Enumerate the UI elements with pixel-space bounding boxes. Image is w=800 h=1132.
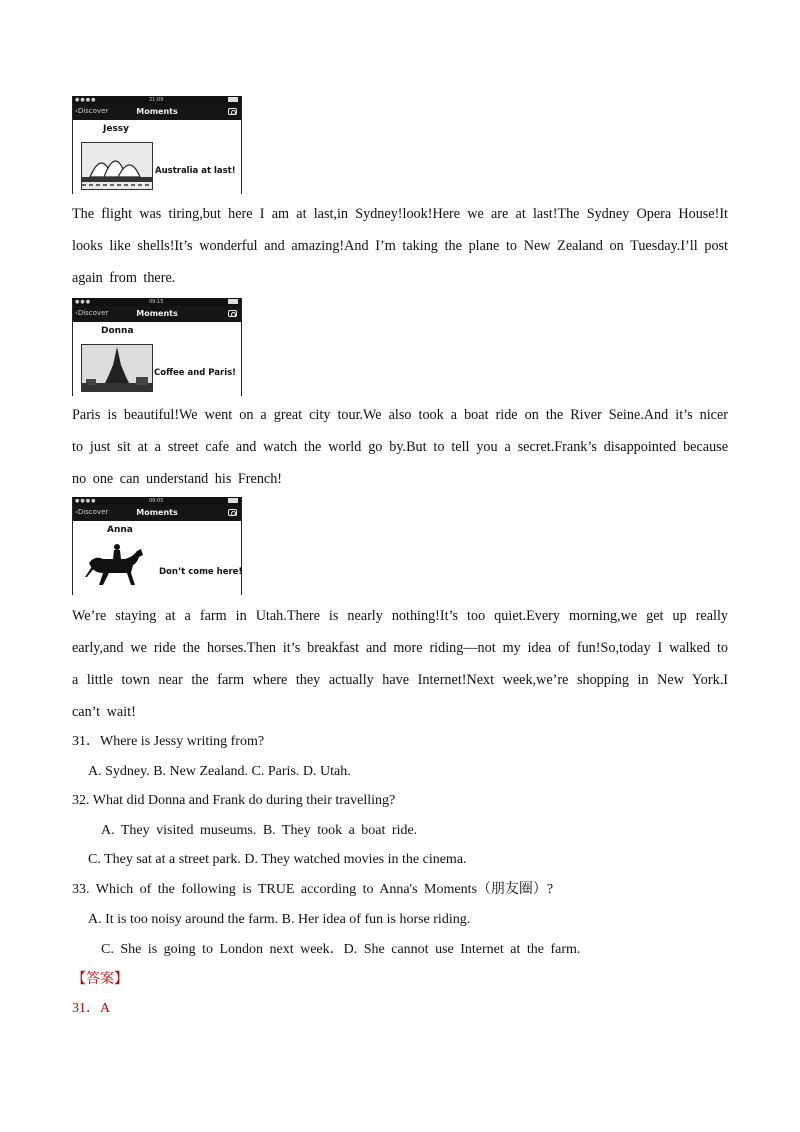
answer-31: 31．A [72,1001,111,1016]
post-caption: Coffee and Paris! [154,368,237,378]
poster-name: Donna [101,326,134,336]
back-button[interactable]: ‹Discover [75,107,109,115]
status-clock: 09:15 [149,299,164,305]
camera-icon[interactable] [228,509,237,516]
battery-icon [228,498,238,503]
battery-icon [228,299,238,304]
back-button[interactable]: ‹Discover [75,508,109,516]
status-bar [73,298,241,306]
moments-nav-bar [73,104,241,120]
poster-name: Jessy [103,124,130,134]
question-33-options-line1: A. It is too noisy around the farm. B. Her idea of fun is horse riding. [88,912,471,927]
camera-icon[interactable] [228,310,237,317]
status-clock: 21:09 [149,97,164,103]
eiffel-tower-icon [81,344,153,392]
post-body [73,322,241,396]
question-33-stem: 33. Which of the following is TRUE according to Anna's Moments（朋友圈）? [72,882,554,897]
question-31-stem: 31．Where is Jessy writing from? [72,734,265,749]
back-label: Discover [77,309,109,317]
nav-title: Moments [136,508,178,517]
post-caption: Don’t come here! [159,567,243,577]
signal-icon: ●●●● [75,97,97,103]
question-32-options-line1: A. They visited museums. B. They took a boat ride. [101,823,418,838]
signal-icon: ●●● [75,299,92,305]
answer-heading: 【答案】 [72,972,128,987]
nav-title: Moments [136,309,178,318]
post-text-donna: Paris is beautiful!We went on a great city tour.We also took a boat ride on the River Seine.And it’s nicer to just sit at a street cafe and watch the world go by.But to tell you a secret.Frank’s disappointed because no one can understand his French! [72,407,728,487]
post-caption: Australia at last! [155,166,236,176]
nav-title: Moments [136,107,178,116]
battery-icon [228,97,238,102]
moments-screenshot-jessy [72,96,242,194]
question-33-options-line2: C. She is going to London next week．D. She cannot use Internet at the farm. [101,942,581,957]
moments-nav-bar [73,505,241,521]
post-body [73,521,241,595]
question-31-options: A. Sydney. B. New Zealand. C. Paris. D. Utah. [88,764,351,779]
status-bar [73,96,241,104]
back-button[interactable]: ‹Discover [75,309,109,317]
camera-icon[interactable] [228,108,237,115]
post-text-jessy: The flight was tiring,but here I am at last,in Sydney!look!Here we are at last!The Sydney Opera House!It looks like shells!It’s wonderful and amazing!And I’m taking the plane to New Zealand on Tuesday.I’ll post again from there. [72,206,728,286]
back-label: Discover [77,107,109,115]
horse-rider-icon [81,543,151,589]
poster-name: Anna [107,525,133,535]
post-body [73,120,241,194]
signal-icon: ●●●● [75,498,97,504]
question-32-stem: 32. What did Donna and Frank do during their travelling? [72,793,396,808]
moments-nav-bar [73,306,241,322]
moments-screenshot-donna [72,298,242,396]
status-bar [73,497,241,505]
sydney-opera-house-icon [81,142,153,190]
moments-screenshot-anna [72,497,242,595]
status-clock: 09:05 [149,498,164,504]
post-text-anna: We’re staying at a farm in Utah.There is nearly nothing!It’s too quiet.Every morning,we get up really early,and we ride the horses.Then it’s breakfast and more riding—not my idea of fun!So,today I walked to a little town near the farm where they actually have Internet!Next week,we’re shopping in New York.I can’t wait! [72,608,728,720]
question-32-options-line2: C. They sat at a street park. D. They watched movies in the cinema. [88,852,467,867]
back-label: Discover [77,508,109,516]
